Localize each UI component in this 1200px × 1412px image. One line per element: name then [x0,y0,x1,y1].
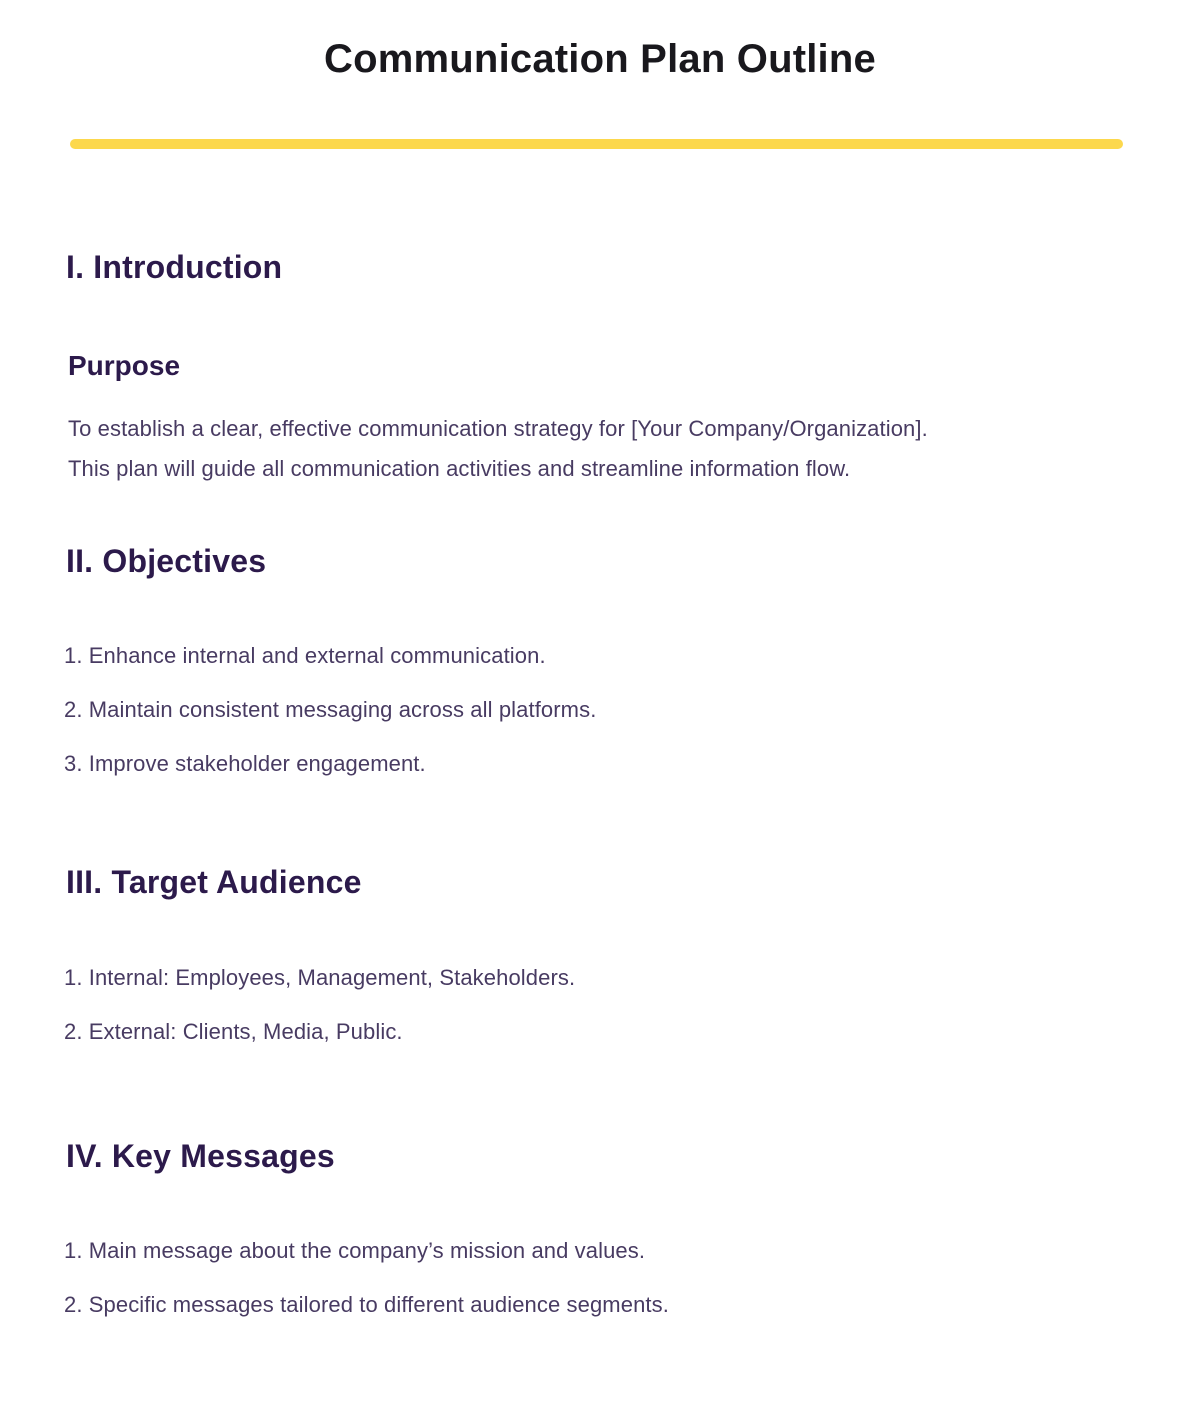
purpose-paragraph-line-1: To establish a clear, effective communication strategy for [Your Company/Organization]. [68,415,928,441]
title-divider [70,139,1123,149]
section-key-messages [64,1137,1136,1318]
purpose-paragraph [68,409,1136,489]
list-item: 2. Specific messages tailored to different audience segments. [64,1292,669,1318]
section-heading-target-audience: III. Target Audience [66,864,362,901]
objectives-list [64,643,1136,777]
list-item: 2. External: Clients, Media, Public. [64,1018,403,1044]
section-heading-key-messages: IV. Key Messages [66,1137,335,1174]
section-target-audience [64,863,1136,1044]
target-audience-list [64,965,1136,1045]
list-item: 1. Enhance internal and external communication. [64,643,546,669]
subsection-heading-purpose: Purpose [68,350,181,382]
list-item: 1. Internal: Employees, Management, Stakeholders. [64,964,576,990]
document-title: Communication Plan Outline [324,37,876,81]
list-item: 3. Improve stakeholder engagement. [64,751,426,777]
section-heading-introduction: I. Introduction [66,249,283,285]
section-heading-objectives: II. Objectives [66,542,267,579]
section-introduction [64,248,1136,489]
purpose-paragraph-line-2: This plan will guide all communication activities and streamline information flow. [68,455,851,481]
section-objectives [64,542,1136,777]
list-item: 2. Maintain consistent messaging across all platforms. [64,697,597,723]
key-messages-list [64,1238,1136,1318]
list-item: 1. Main message about the company’s mission and values. [64,1238,646,1264]
